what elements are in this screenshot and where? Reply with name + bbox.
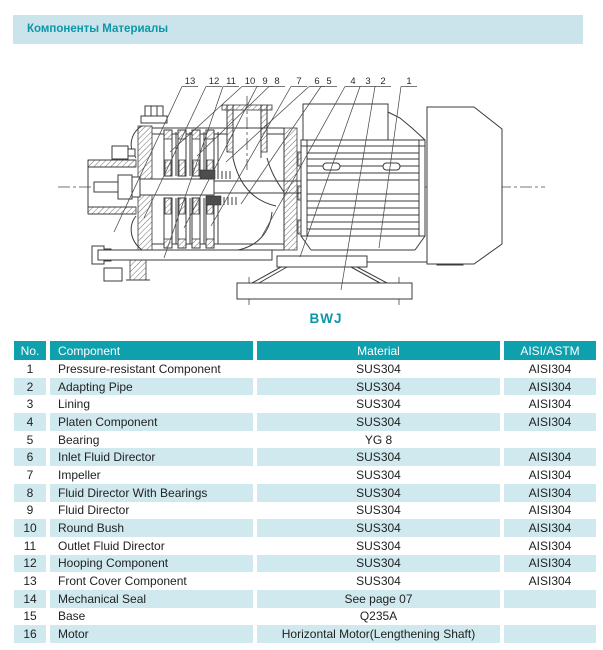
cell-no: 3	[26, 397, 34, 412]
table-row	[14, 555, 596, 573]
cell-no: 15	[23, 609, 37, 624]
cell-aisi: AISI304	[528, 467, 572, 482]
cell-component: Pressure-resistant Component	[58, 361, 221, 376]
cell-aisi: AISI304	[504, 448, 596, 466]
cell-material: SUS304	[356, 503, 401, 518]
callout-number: 4	[350, 76, 356, 87]
cell-no: 8	[14, 484, 46, 502]
materials-table-body	[14, 360, 596, 643]
cell-no: 16	[14, 625, 46, 643]
cell-aisi	[504, 431, 596, 449]
callout-number: 11	[226, 76, 236, 87]
cell-aisi: AISI304	[528, 574, 572, 589]
cell-aisi: AISI304	[528, 361, 572, 376]
cell-no: 7	[26, 467, 34, 482]
cell-no: 10	[14, 519, 46, 537]
cell-component: Adapting Pipe	[50, 378, 253, 396]
cell-material: SUS304	[257, 484, 500, 502]
table-row	[14, 537, 596, 555]
cell-material: SUS304	[257, 519, 500, 537]
cell-material: SUS304	[356, 467, 401, 482]
model-label: BWJ	[309, 311, 343, 326]
cell-component: Round Bush	[50, 519, 253, 537]
table-row	[14, 413, 596, 431]
cell-material: SUS304	[356, 538, 401, 553]
cell-aisi: AISI304	[528, 503, 572, 518]
callout-number: 2	[380, 76, 386, 87]
callout-number: 1	[406, 76, 412, 87]
callout-number: 12	[208, 76, 220, 87]
fan-cover	[427, 107, 502, 264]
callout-number: 3	[365, 76, 371, 87]
cell-component: Motor	[50, 625, 253, 643]
callout-number: 9	[262, 76, 268, 87]
cell-component: Inlet Fluid Director	[50, 448, 253, 466]
cell-component: Fluid Director With Bearings	[50, 484, 253, 502]
cell-component: Bearing	[58, 432, 100, 447]
table-row	[14, 395, 596, 413]
callout-number: 10	[244, 76, 256, 87]
cell-no: 4	[14, 413, 46, 431]
cell-no: 12	[14, 555, 46, 573]
callout-number: 13	[184, 76, 196, 87]
table-row	[14, 625, 596, 643]
cell-no: 1	[26, 361, 34, 376]
cell-aisi: AISI304	[504, 555, 596, 573]
cell-aisi: AISI304	[504, 378, 596, 396]
cell-material: YG 8	[364, 432, 393, 447]
cell-component: Platen Component	[50, 413, 253, 431]
cell-component: Base	[58, 609, 86, 624]
cell-material: SUS304	[356, 361, 401, 376]
pump-cross-section-drawing	[0, 55, 603, 310]
cell-no: 6	[14, 448, 46, 466]
header-material: Material	[257, 341, 500, 360]
cell-aisi: AISI304	[504, 413, 596, 431]
cell-component: Hooping Component	[50, 555, 253, 573]
table-row	[14, 572, 596, 590]
cell-material: SUS304	[257, 413, 500, 431]
cell-component: Front Cover Component	[58, 574, 187, 589]
cell-aisi	[504, 608, 596, 626]
cell-no: 11	[23, 538, 37, 553]
table-row	[14, 608, 596, 626]
cell-material: SUS304	[356, 397, 401, 412]
callout-number: 7	[296, 76, 302, 87]
callout-number: 6	[314, 76, 320, 87]
header-aisi: AISI/ASTM	[504, 341, 596, 360]
cell-no: 14	[14, 590, 46, 608]
cell-component: Mechanical Seal	[50, 590, 253, 608]
cell-no: 5	[26, 432, 34, 447]
table-row	[14, 466, 596, 484]
cell-aisi: AISI304	[528, 538, 572, 553]
table-row	[14, 360, 596, 378]
callout-number: 5	[326, 76, 332, 87]
table-row	[14, 431, 596, 449]
callout-number: 8	[274, 76, 280, 87]
cell-component: Fluid Director	[58, 503, 130, 518]
cell-material: See page 07	[257, 590, 500, 608]
table-row	[14, 378, 596, 396]
header-no: No.	[14, 341, 46, 360]
cell-component: Impeller	[58, 467, 101, 482]
table-row	[14, 448, 596, 466]
cell-no: 13	[23, 574, 37, 589]
table-row	[14, 519, 596, 537]
table-header-row	[14, 341, 596, 360]
cell-material: SUS304	[257, 555, 500, 573]
cell-material: SUS304	[257, 378, 500, 396]
cell-aisi: AISI304	[504, 484, 596, 502]
table-row	[14, 590, 596, 608]
materials-table	[14, 341, 596, 643]
cell-aisi	[504, 625, 596, 643]
cell-aisi: AISI304	[504, 519, 596, 537]
cell-no: 9	[26, 503, 34, 518]
cell-no: 2	[14, 378, 46, 396]
cell-aisi: AISI304	[528, 397, 572, 412]
section-header: Компоненты Материалы	[13, 15, 583, 44]
table-row	[14, 502, 596, 520]
cell-component: Outlet Fluid Director	[58, 538, 165, 553]
cell-aisi	[504, 590, 596, 608]
cell-material: SUS304	[356, 574, 401, 589]
cell-component: Lining	[58, 397, 91, 412]
cell-material: Horizontal Motor(Lengthening Shaft)	[257, 625, 500, 643]
cell-material: Q235A	[359, 609, 398, 624]
table-row	[14, 484, 596, 502]
header-component: Component	[50, 341, 253, 360]
cell-material: SUS304	[257, 448, 500, 466]
